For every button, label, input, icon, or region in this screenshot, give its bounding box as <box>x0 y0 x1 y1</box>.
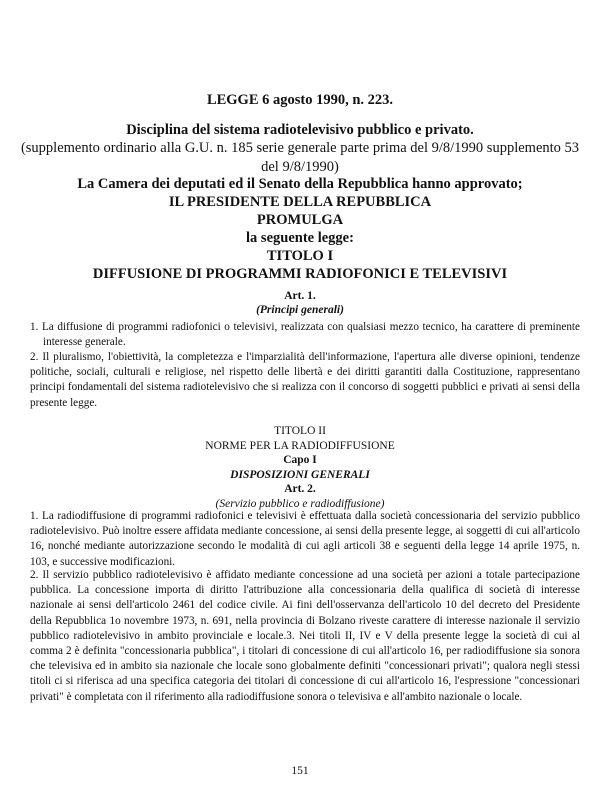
law-subject: Disciplina del sistema radiotelevisivo pubblico e privato. <box>126 122 474 138</box>
art-2-subheading: (Servizio pubblico e radiodiffusione) <box>215 497 385 510</box>
art-2-heading: Art. 2. <box>284 483 316 495</box>
supplement-note: (supplemento ordinario alla G.U. n. 185 serie generale parte prima del 9/8/1990 supplemento 53 del 9/8/1990) <box>20 140 580 175</box>
art-2-paragraph-1: 1. La radiodiffusione di programmi radiofonici e televisivi è effettuata dalla società concessionaria del servizio pubblico radiotelevisivo. Può inoltre essere affidata mediante concessione, ai sensi della presente legge, ai soggetti di cui all'articolo 16, nonché mediante autorizzazione secondo le modalità di cui agli articoli 38 e seguenti della legge 14 aprile 1975, n. 103, e successive modificazioni. <box>30 510 580 568</box>
titolo-2-header <box>0 424 600 511</box>
titolo-2-name: NORME PER LA RADIODIFFUSIONE <box>205 439 395 452</box>
seguente-legge-line: la seguente legge: <box>246 230 354 246</box>
art-2-paragraph-2: 2. Il servizio pubblico radiotelevisivo è affidato mediante concessione ad una società per azioni a totale partecipazione pubblica. La concessione importa di diritto l'attribuzione alla concessionaria della qualifica di società di interesse nazionale ai sensi dell'articolo 2461 del codice civile. Ai fini dell'osservanza dell'articolo 10 del decreto del Presidente della Repubblica 1o novembre 1973, n. 691, nella provincia di Bolzano riveste carattere di interesse nazionale il servizio pubblico radiotelevisivo in ambito provinciale e locale.3. Nei titoli II, IV e V della presente legge la società di cui al comma 2 è definita "concessionaria pubblica", i titolari di concessione di cui all'articolo 16, per radiodiffusione sia sonora che televisiva ed in ambito sia nazionale che locale sono globalmente definiti "concessionari privati"; qualora negli stessi titoli ci si riferisca ad una specifica categoria dei titolari di concessione di cui all'articolo 16, l'espressione "concessionari privati" è completata con il riferimento alla radiodiffusione sonora o televisiva e all'ambito nazionale o locale. <box>30 569 580 703</box>
art-1-paragraph-2: 2. Il pluralismo, l'obiettività, la completezza e l'imparzialità dell'informazione, l'apertura alle diverse opinioni, tendenze politiche, sociali, culturali e religiose, nel rispetto delle libertà e dei diritti garantiti dalla Costituzione, rappresentano principi fondamentali del sistema radiotelevisivo che si realizza con il concorso di soggetti pubblici e privati ai sensi della presente legge. <box>30 351 580 409</box>
camera-approval: La Camera dei deputati ed il Senato della Repubblica hanno approvato; <box>77 176 523 192</box>
law-title: LEGGE 6 agosto 1990, n. 223. <box>206 92 394 108</box>
art-1-paragraph-1 <box>30 320 580 350</box>
promulga-line: PROMULGA <box>256 212 344 228</box>
titolo-1-name: DIFFUSIONE DI PROGRAMMI RADIOFONICI E TELEVISIVI <box>92 266 508 282</box>
titolo-1-heading: TITOLO I <box>266 248 334 264</box>
capo-1-heading: Capo I <box>283 454 317 466</box>
art-1-heading: Art. 1. <box>284 290 316 302</box>
titolo-2-heading: TITOLO II <box>274 425 326 437</box>
page-number: 151 <box>291 765 309 777</box>
president-line: IL PRESIDENTE DELLA REPUBBLICA <box>168 194 432 210</box>
art-1-subheading: (Principi generali) <box>256 304 344 316</box>
capo-1-name: DISPOSIZIONI GENERALI <box>230 468 370 481</box>
enactment-block <box>0 175 600 283</box>
art-1-paragraph-1-text: 1. La diffusione di programmi radiofonici o televisivi, realizzata con qualsiasi mezzo tecnico, ha carattere di preminente interesse generale. <box>30 321 580 349</box>
art-1-header <box>0 289 600 317</box>
